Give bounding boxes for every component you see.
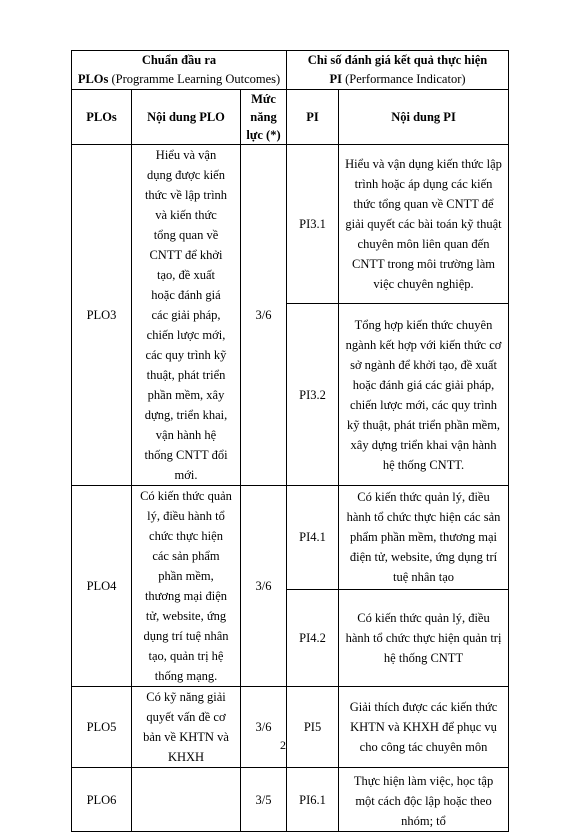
pi-code: PI3.1: [287, 145, 339, 304]
indicator-full: (Performance Indicator): [341, 72, 466, 86]
outcomes-header: [72, 51, 287, 90]
indicator-header: [287, 51, 509, 90]
plo-code: PLO3: [72, 145, 132, 486]
outcomes-title: Chuẩn đầu ra: [141, 53, 217, 67]
pi-content: Hiểu và vận dụng kiến thức lập trình hoặc áp dụng các kiến thức tổng quan về CNTT để giải quyết các bài toán kỹ thuật chuyên môn liên quan đến CNTT trong môi trường làm việc chuyên nghiệp.: [339, 145, 509, 304]
plo-level: 3/5: [241, 768, 287, 832]
plo-content: Có kiến thức quản lý, điều hành tổ chức thực hiện các sản phẩm phần mềm, thương mại điện tử, website, ứng dụng trí tuệ nhân tạo, quản trị hệ thống mạng.: [132, 486, 241, 687]
pi-code: PI5: [287, 687, 339, 768]
col-plos: PLOs: [72, 90, 132, 145]
pi-code: PI4.1: [287, 486, 339, 590]
col-pi: PI: [287, 90, 339, 145]
plo-level: 3/6: [241, 687, 287, 768]
plo-code: PLO4: [72, 486, 132, 687]
plo-content: Hiểu và vận dụng được kiến thức về lập trình và kiến thức tổng quan về CNTT để khởi tạo, đề xuất hoặc đánh giá các giải pháp, chiến lược mới, các quy trình kỹ thuật, phát triển phần mềm, xây dựng, triển khai, vận hành hệ thống CNTT đổi mới.: [132, 145, 241, 486]
pi-content: Có kiến thức quản lý, điều hành tổ chức thực hiện quản trị hệ thống CNTT: [339, 589, 509, 686]
plo-level: 3/6: [241, 486, 287, 687]
pi-content: Giải thích được các kiến thức KHTN và KHXH để phục vụ cho công tác chuyên môn: [339, 687, 509, 768]
outcomes-abbr: PLOs: [77, 72, 109, 86]
pi-content: Tổng hợp kiến thức chuyên ngành kết hợp với kiến thức cơ sở ngành để khởi tạo, đề xuất hoặc đánh giá các giải pháp, chiến lược mới, các quy trình kỹ thuật, phát triển phần mềm, xây dựng triển khai vận hành hệ thống CNTT.: [339, 304, 509, 486]
pi-code: PI6.1: [287, 768, 339, 832]
plo-content: Có kỹ năng giải quyết vấn đề cơ bản về KHTN và KHXH: [132, 687, 241, 768]
plo-pi-table: [71, 50, 509, 832]
col-level: Mức năng lực (*): [241, 90, 287, 145]
pi-content: Thực hiện làm việc, học tập một cách độc lập hoặc theo nhóm; tổ: [339, 768, 509, 832]
indicator-abbr: PI: [329, 72, 342, 86]
table-row: [72, 145, 509, 304]
outcomes-full: (Programme Learning Outcomes): [108, 72, 281, 86]
table-row: [72, 486, 509, 590]
pi-content: Có kiến thức quản lý, điều hành tổ chức thực hiện các sản phẩm phần mềm, thương mại điện tử, website, ứng dụng trí tuệ nhân tạo: [339, 486, 509, 590]
plo-code: PLO6: [72, 768, 132, 832]
pi-code: PI3.2: [287, 304, 339, 486]
plo-level: 3/6: [241, 145, 287, 486]
table-row: [72, 687, 509, 768]
column-header-row: [72, 90, 509, 145]
plo-code: PLO5: [72, 687, 132, 768]
pi-code: PI4.2: [287, 589, 339, 686]
col-pi-content: Nội dung PI: [339, 90, 509, 145]
page-number: 2: [280, 738, 286, 752]
col-plo-content: Nội dung PLO: [132, 90, 241, 145]
header-row: [72, 51, 509, 90]
indicator-title: Chỉ số đánh giá kết quả thực hiện: [307, 53, 488, 67]
